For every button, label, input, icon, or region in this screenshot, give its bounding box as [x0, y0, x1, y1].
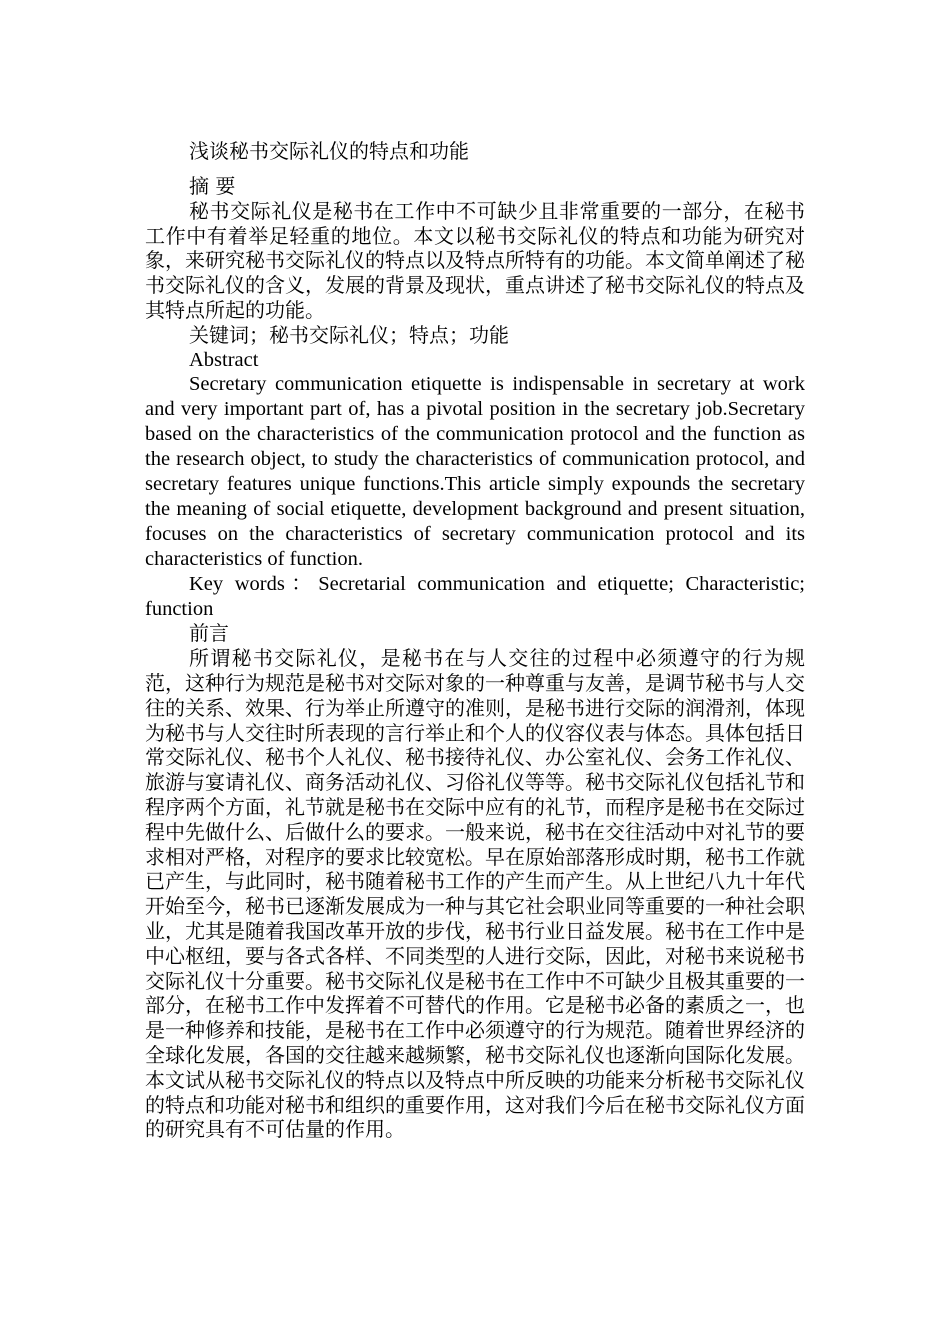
- abstract-body: 秘书交际礼仪是秘书在工作中不可缺少且非常重要的一部分，在秘书工作中有着举足轻重的地位。本文以秘书交际礼仪的特点和功能为研究对象，来研究秘书交际礼仪的特点以及特点所特有的功能。本文简单阐述了秘书交际礼仪的含义，发展的背景及现状，重点讲述了秘书交际礼仪的特点及其特点所起的功能。: [145, 198, 805, 322]
- preface-body: 所谓秘书交际礼仪，是秘书在与人交往的过程中必须遵守的行为规范，这种行为规范是秘书对交际对象的一种尊重与友善，是调节秘书与人交往的关系、效果、行为举止所遵守的准则，是秘书进行交际的润滑剂，体现为秘书与人交往时所表现的言行举止和个人的仪容仪表与体态。具体包括日常交际礼仪、秘书个人礼仪、秘书接待礼仪、办公室礼仪、会务工作礼仪、旅游与宴请礼仪、商务活动礼仪、习俗礼仪等等。秘书交际礼仪包括礼节和程序两个方面，礼节就是秘书在交际中应有的礼节，而程序是秘书在交际过程中先做什么、后做什么的要求。一般来说，秘书在交往活动中对礼节的要求相对严格，对程序的要求比较宽松。早在原始部落形成时期，秘书工作就已产生，与此同时，秘书随着秘书工作的产生而产生。从上世纪八九十年代开始至今，秘书已逐渐发展成为一种与其它社会职业同等重要的一种社会职业，尤其是随着我国改革开放的步伐，秘书行业日益发展。秘书在工作中是中心枢纽，要与各式各样、不同类型的人进行交际，因此，对秘书来说秘书交际礼仪十分重要。秘书交际礼仪是秘书在工作中不可缺少且极其重要的一部分，在秘书工作中发挥着不可替代的作用。它是秘书必备的素质之一，也是一种修养和技能，是秘书在工作中必须遵守的行为规范。随着世界经济的全球化发展，各国的交往越来越频繁，秘书交际礼仪也逐渐向国际化发展。本文试从秘书交际礼仪的特点以及特点中所反映的功能来分析秘书交际礼仪的特点和功能对秘书和组织的重要作用，这对我们今后在秘书交际礼仪方面的研究具有不可估量的作用。: [145, 646, 805, 1142]
- abstract-en-heading: Abstract: [189, 348, 259, 371]
- document-title: 浅谈秘书交际礼仪的特点和功能: [189, 139, 469, 163]
- keywords-en: Key words：Secretarial communication and etiquette; Characteristic; function: [145, 572, 805, 620]
- keywords-cn: 关键词；秘书交际礼仪；特点；功能: [189, 322, 509, 347]
- abstract-heading: 摘 要: [189, 174, 236, 198]
- preface-heading: 前言: [189, 621, 229, 646]
- abstract-en-body: Secretary communication etiquette is indispensable in secretary at work and very important part of, has a pivotal position in the secretary job.Secretary based on the characteristics of the communication protocol and the function as the research object, to study the characteristics of communication protocol, and secretary features unique functions.This article simply expounds the secretary the meaning of social etiquette, development background and present situation, focuses on the characteristics of secretary communication protocol and its characteristics of function.: [145, 373, 805, 570]
- document-page: [145, 136, 805, 1142]
